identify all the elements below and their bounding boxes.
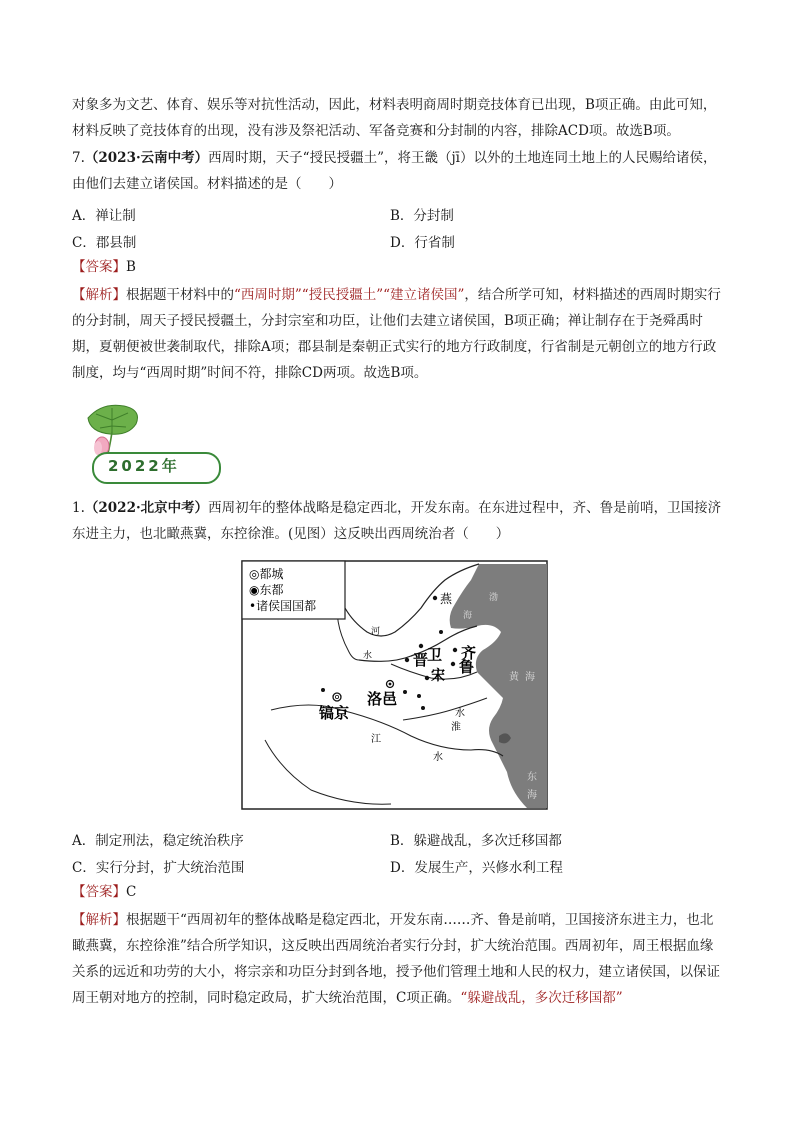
- label-hai-3: 海: [527, 790, 537, 801]
- label-huang: 黄: [509, 672, 519, 683]
- question-1-options: [72, 825, 722, 879]
- qi-dot: [453, 648, 457, 652]
- option-b: B．躲避战乱，多次迁移国都: [390, 832, 562, 849]
- lu-dot: [451, 662, 455, 666]
- option-a: A．禅让制: [72, 207, 136, 224]
- answer-value: B: [126, 259, 136, 275]
- song-dot: [425, 676, 429, 680]
- label-jin: 晋: [413, 651, 429, 669]
- label-shui-3: 水: [433, 752, 443, 763]
- question-7-analysis: [72, 282, 724, 386]
- western-zhou-map: [241, 560, 548, 810]
- option-a: A．制定刑法，稳定统治秩序: [72, 832, 244, 849]
- question-stem: 西周初年的整体战略是稳定西北，开发东南。在东进过程中，齐、鲁是前哨，卫国接济东进主力，也北瞰燕冀，东控徐淮。(见图）这反映出西周统治者（ ）: [72, 500, 722, 542]
- analysis-text-2: ，结合所学可知，材料描述的西周时期实行的分封制，周天子授民授疆土，分封宗室和功臣，让他们去建立诸侯国，B项正确；禅让制存在于尧舜禹时期，夏朝便被世袭制取代，排除A项；郡县制是秦朝正式实行的地方行政制度，行省制是元朝创立的地方行政制度，均与“西周时期”时间不符，排除CD两项。故选B项。: [72, 287, 721, 381]
- question-number: 1.: [72, 500, 85, 516]
- label-wei: 卫: [427, 646, 443, 664]
- wei-dot: [419, 644, 423, 648]
- option-c: C．郡县制: [72, 234, 137, 251]
- question-number: 7.: [72, 150, 85, 166]
- option-c: C．实行分封，扩大统治范围: [72, 859, 245, 876]
- label-hai-2: 海: [525, 672, 535, 683]
- year-section-badge: [80, 400, 220, 490]
- analysis-quote: “西周时期”“授民授疆土”“建立诸侯国”: [234, 287, 465, 303]
- label-yan: 燕: [440, 592, 453, 606]
- question-source: （2022·北京中考）: [84, 500, 209, 516]
- answer-label: 【答案】: [72, 884, 126, 900]
- q7-prev-analysis-continuation: [72, 92, 724, 144]
- option-b: B．分封制: [390, 207, 454, 224]
- label-luoyi: 洛邑: [367, 690, 398, 708]
- question-source: （2023·云南中考）: [84, 150, 209, 166]
- option-d: D．发展生产，兴修水利工程: [390, 859, 563, 876]
- question-7: [72, 145, 724, 197]
- legend-capital: ◎都城: [249, 567, 284, 581]
- analysis-label: 【解析】: [72, 912, 126, 928]
- legend-east-capital: ◉东都: [249, 583, 284, 597]
- question-1-answer: [72, 879, 724, 905]
- label-jiang: 江: [371, 734, 381, 745]
- answer-value: C: [126, 884, 137, 900]
- label-bo: 渤: [489, 593, 499, 603]
- label-haojing: 镐京: [319, 704, 350, 722]
- jin-dot: [405, 658, 409, 662]
- analysis-text: 根据题干材料中的: [126, 287, 234, 303]
- analysis-label: 【解析】: [72, 287, 126, 303]
- year-label: 2022年: [108, 457, 180, 475]
- question-1-analysis: [72, 907, 724, 1011]
- continuation-text: 对象多为文艺、体育、娱乐等对抗性活动，因此，材料表明商周时期竞技体育已出现，B项正确。由此可知，材料反映了竞技体育的出现，没有涉及祭祀活动、军备竞赛和分封制的内容，排除ACD项。故选B项。: [72, 97, 717, 139]
- option-d: D．行省制: [390, 234, 455, 251]
- question-7-options: [72, 200, 722, 254]
- label-he: 河: [371, 627, 381, 637]
- question-stem: 西周时期，天子“授民授疆土”，将王畿（jī）以外的土地连同土地上的人民赐给诸侯，由他们去建立诸侯国。材料描述的是（ ）: [72, 150, 717, 192]
- label-dong: 东: [527, 772, 537, 783]
- legend-vassal-capital: •诸侯国国都: [249, 599, 317, 613]
- label-huai: 淮: [451, 722, 461, 733]
- analysis-text: 根据题干“西周初年的整体战略是稳定西北，开发东南……齐、鲁是前哨，卫国接济东进主力，也北瞰燕冀，东控徐淮”结合所学知识，这反映出西周统治者实行分封，扩大统治范围。西周初年，周王根据血缘关系的远近和功劳的大小，将宗亲和功臣分封到各地，授予他们管理土地和人民的权力，建立诸侯国，以保证周王朝对地方的控制，同时稳定政局，扩大统治范围，C项正确。: [72, 912, 720, 1006]
- label-lu: 鲁: [459, 658, 475, 676]
- analysis-quote: “躲避战乱，多次迁移国都”: [460, 990, 623, 1006]
- answer-label: 【答案】: [72, 259, 126, 275]
- label-shui-2: 水: [455, 708, 465, 719]
- label-qi: 齐: [461, 644, 477, 662]
- yan-dot: [433, 596, 437, 600]
- label-song: 宋: [431, 668, 445, 684]
- question-1: [72, 495, 724, 547]
- question-7-answer: [72, 254, 724, 280]
- label-shui: 水: [363, 651, 373, 661]
- label-hai: 海: [463, 611, 473, 621]
